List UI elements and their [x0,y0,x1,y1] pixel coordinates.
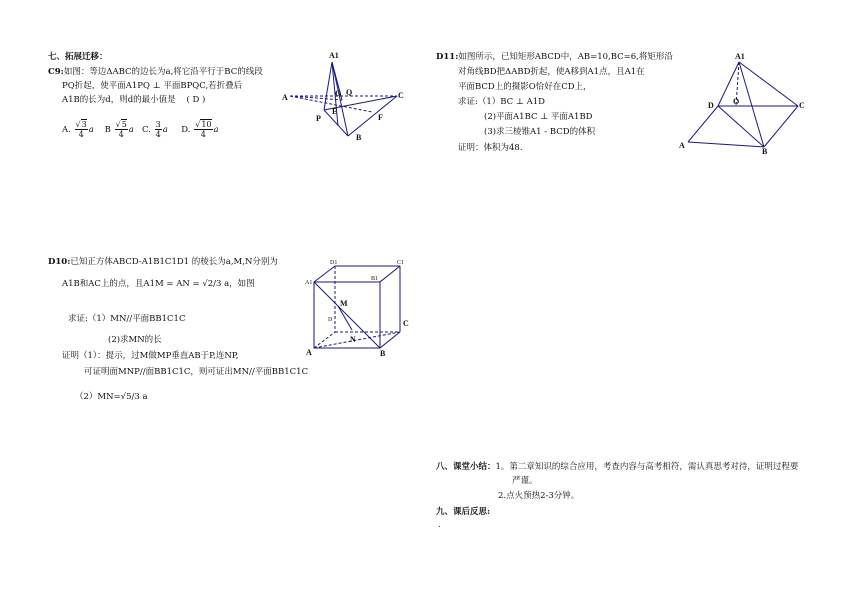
d11-label-o: O [733,97,740,106]
c9-option-c-value: $\frac{3}{4}$ [155,120,161,139]
section7-heading: 七、拓展迁移： [48,52,108,62]
d10-proof-line: 可证明面MNP//面BB1C1C，则可证出MN//平面BB1C1C [84,367,309,377]
d10-cube-figure [300,258,415,358]
c9-label-f: F [378,113,383,122]
d11-label-a: A [679,141,685,150]
d10-label: D10: [48,257,71,267]
c9-line3 [62,95,205,106]
c9-label-p: P [316,114,321,123]
d10-label-d: D [328,317,333,323]
c9-label-a1: A1 [329,51,339,60]
c9-text1: 如图：等边ΔABC的边长为a,将它沿平行于BC的线段 [63,67,263,77]
c9-option-a-value: $\frac{√3}{4}$ [75,120,87,139]
d11-line1 [436,52,673,63]
d11-q3: (3)求三棱锥A1 - BCD的体积 [484,127,596,137]
d10-label-m: M [340,299,348,308]
d10-label-a: A [306,348,312,357]
c9-text3: A1B的长为d，则d的最小值是 [62,95,176,105]
d11-text1: 如图所示，已知矩形ABCD中，AB=10,BC=6,将矩形沿 [458,52,673,62]
c9-option-d: D. [181,125,191,135]
d10-proof-intro: 证明（1）：提示，过M做MP垂直AB于P,连NP, [62,351,239,361]
d10-label-n: N [350,335,356,344]
c9-option-b: B [104,125,111,135]
c9-label-q: Q [346,88,353,97]
c9-label-b: B [356,133,362,142]
d11-label-a1: A1 [735,52,745,61]
section8-item1: 1。第二章知识的综合应用，考查内容与高考相符，需认真思考对待，证明过程要 [495,462,799,472]
section8-heading: 八、课堂小结： [436,462,496,472]
c9-label-a: A [282,93,288,102]
d10-label-c1: C1 [397,260,405,266]
d11-q1: 求证:（1）BC ⊥ A1D [458,97,545,107]
c9-label-c: C [398,91,404,100]
c9-options: A. $\frac{√3}{4}$ a B $\frac{√5}{4}$ a C. $\frac{3}{4}$ a D. $\frac{√10}{4}$ a [62,120,219,139]
c9-label: C9: [48,67,64,77]
d11-label-d: D [708,101,714,110]
c9-answer: ( D ) [186,95,206,105]
c9-label-e: E [332,107,338,116]
section8-item2: 2.点火预热2-3分钟。 [498,491,580,501]
c9-option-b-value: $\frac{√5}{4}$ [115,120,127,139]
d10-text1: 已知正方体ABCD-A1B1C1D1 的棱长为a,M,N分别为 [70,257,278,267]
c9-label-o: O [335,89,342,98]
c9-line1 [48,67,263,78]
c9-line2: PQ折起，使平面A1PQ ⊥ 平面BPQC,若折叠后 [62,81,243,91]
d10-label-b1: B1 [371,276,379,282]
d11-figure [676,50,811,155]
d11-label-b: B [762,147,768,155]
d10-label-c: C [403,319,409,328]
d10-label-a1: A1 [305,280,313,286]
d11-label: D11: [436,52,459,62]
c9-option-c: C. [141,125,151,135]
d11-line2: 对角线BD把ΔABD折起，使A移到A1点，且A1在 [458,67,645,77]
d11-q2: (2)平面A1BC ⊥ 平面A1BD [484,112,593,122]
d10-label-d1: D1 [330,260,338,266]
section9-heading: 九、课后反思: [436,507,491,517]
section8-line1 [436,462,798,473]
d11-label-c: C [799,101,805,110]
c9-option-d-value: $\frac{√10}{4}$ [195,120,212,139]
d10-line2: A1B和AC上的点，且A1M = AN = √2/3 a，如图 [62,279,255,289]
c9-option-a: A. [62,125,71,135]
d10-prove2: (2)求MN的长 [108,335,162,345]
d10-line1 [48,257,278,268]
d10-prove-intro: 求证:（1）MN//平面BB1C1C [68,314,186,324]
d10-answer2: （2）MN=√5/3 a [75,392,148,402]
section9-dot: . [438,520,441,530]
d11-line3: 平面BCD上的摄影O恰好在CD上， [458,82,592,92]
d10-label-b: B [380,349,386,358]
c9-figure [280,48,415,148]
d11-answer: 证明：体积为48. [458,143,523,153]
section8-item1-cont: 严谨。 [512,476,538,486]
